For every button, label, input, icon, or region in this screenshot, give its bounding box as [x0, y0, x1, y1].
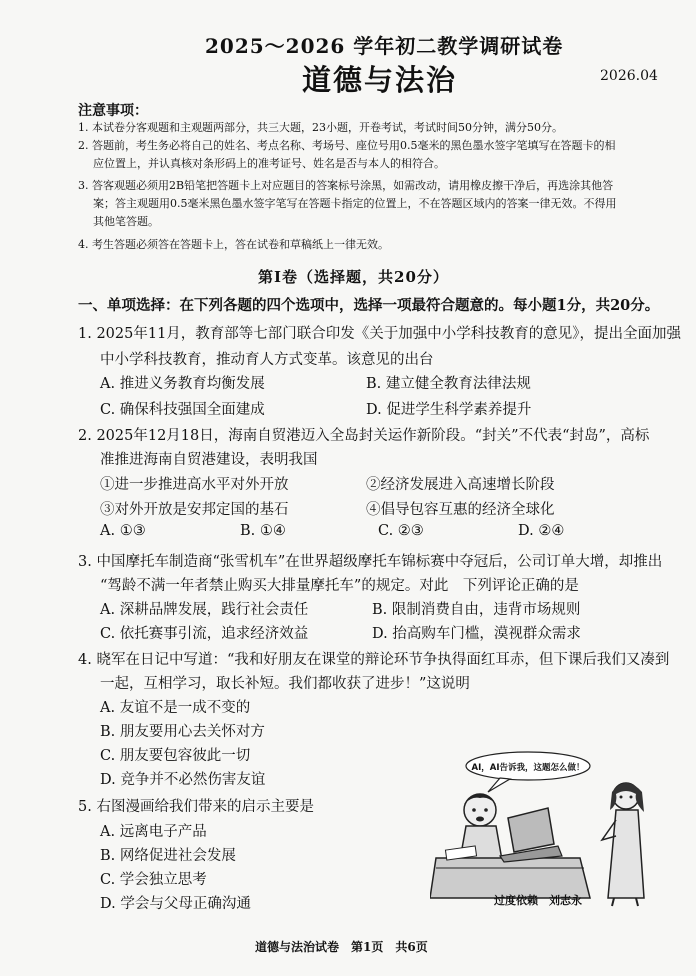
question-1-stem-cont: 中小学科技教育，推动育人方式变革。该意见的出台 — [100, 352, 434, 368]
section-title: 第Ⅰ卷（选择题，共20分） — [258, 268, 449, 286]
q2-statement-1: ①进一步推进高水平对外开放 — [100, 477, 289, 493]
question-3-stem-cont: “驾龄不满一年者禁止购买大排量摩托车”的规定。对此 下列评论正确的是 — [100, 578, 579, 594]
question-2-stem: 2. 2025年12月18日，海南自贸港迈入全岛封关运作新阶段。“封关”不代表“封岛”，高标 — [78, 428, 650, 444]
speech-bubble-text: AI，AI告诉我，这题怎么做！ — [471, 763, 585, 773]
q2-option-b: B. ①④ — [240, 523, 286, 539]
question-4-stem-cont: 一起，互相学习，取长补短。我们都收获了进步！”这说明 — [100, 676, 470, 692]
notice-heading: 注意事项： — [78, 103, 148, 119]
q5-option-a: A. 远离电子产品 — [100, 824, 207, 840]
q2-statement-3: ③对外开放是安邦定国的基石 — [100, 502, 289, 518]
notice-item: 1. 本试卷分客观题和主观题两部分，共三大题，23小题，开卷考试，考试时间50分钟，满分50分。 — [78, 121, 563, 134]
q1-option-b: B. 建立健全教育法律法规 — [366, 376, 531, 392]
part-one-instruction: 一、单项选择：在下列各题的四个选项中，选择一项最符合题意的。每小题1分，共20分。 — [78, 297, 660, 314]
q3-option-b: B. 限制消费自由，违背市场规则 — [372, 602, 581, 618]
subject-title: 道德与法治 — [302, 63, 458, 97]
q1-option-c: C. 确保科技强国全面建成 — [100, 402, 265, 418]
q2-option-a: A. ①③ — [100, 523, 146, 539]
q2-statement-2: ②经济发展进入高速增长阶段 — [366, 477, 555, 493]
question-2-stem-cont: 准推进海南自贸港建设，表明我国 — [100, 452, 318, 468]
q4-option-d: D. 竞争并不必然伤害友谊 — [100, 772, 266, 788]
question-3-stem: 3. 中国摩托车制造商“张雪机车”在世界超级摩托车锦标赛中夺冠后，公司订单大增，却推出 — [78, 554, 663, 570]
q4-option-b: B. 朋友要用心去关怀对方 — [100, 724, 265, 740]
notice-item: 其他笔答题。 — [93, 215, 159, 228]
notice-item: 2. 答题前，考生务必将自己的姓名、考点名称、考场号、座位号用0.5毫米的黑色墨水签字笔填写在答题卡的相 — [78, 139, 616, 152]
q5-option-b: B. 网络促进社会发展 — [100, 848, 236, 864]
q2-option-c: C. ②③ — [378, 523, 424, 539]
q2-option-d: D. ②④ — [518, 523, 565, 539]
q4-option-c: C. 朋友要包容彼此一切 — [100, 748, 251, 764]
q5-option-d: D. 学会与父母正确沟通 — [100, 896, 251, 912]
notice-item: 案；答主观题用0.5毫米黑色墨水签字笔写在答题卡指定的位置上，不在答题区域内的答案一律无效。不得用 — [93, 197, 617, 210]
q3-option-a: A. 深耕品牌发展，践行社会责任 — [100, 602, 309, 618]
page-footer: 道德与法治试卷 第1页 共6页 — [255, 940, 428, 954]
question-5-stem: 5. 右图漫画给我们带来的启示主要是 — [78, 799, 314, 815]
q4-option-a: A. 友谊不是一成不变的 — [100, 700, 251, 716]
q3-option-c: C. 依托赛事引流，追求经济效益 — [100, 626, 309, 642]
exam-title-partial: 2025～2026 学年初二教学调研试卷 — [205, 34, 564, 58]
q3-option-d: D. 抬高购车门槛，漠视群众需求 — [372, 626, 581, 642]
notice-item: 4. 考生答题必须答在答题卡上，答在试卷和草稿纸上一律无效。 — [78, 238, 389, 251]
q5-option-c: C. 学会独立思考 — [100, 872, 207, 888]
q2-statement-4: ④倡导包容互惠的经济全球化 — [366, 502, 555, 518]
question-1-stem: 1. 2025年11月，教育部等七部门联合印发《关于加强中小学科技教育的意见》，提出全面加强 — [78, 326, 682, 342]
q1-option-d: D. 促进学生科学素养提升 — [366, 402, 532, 418]
q1-option-a: A. 推进义务教育均衡发展 — [100, 376, 265, 392]
cartoon-caption: 过度依赖 刘志永 — [494, 894, 582, 907]
notice-item: 3. 答客观题必须用2B铅笔把答题卡上对应题目的答案标号涂黑，如需改动，请用橡皮擦干净后，再选涂其他答 — [78, 179, 614, 192]
exam-date: 2026.04 — [600, 68, 658, 84]
question-4-stem: 4. 晓军在日记中写道：“我和好朋友在课堂的辩论环节争执得面红耳赤，但下课后我们又凑到 — [78, 652, 670, 668]
notice-item: 应位置上，并认真核对条形码上的准考证号、姓名是否与本人的相符合。 — [93, 157, 445, 170]
cartoon-illustration — [430, 748, 666, 908]
